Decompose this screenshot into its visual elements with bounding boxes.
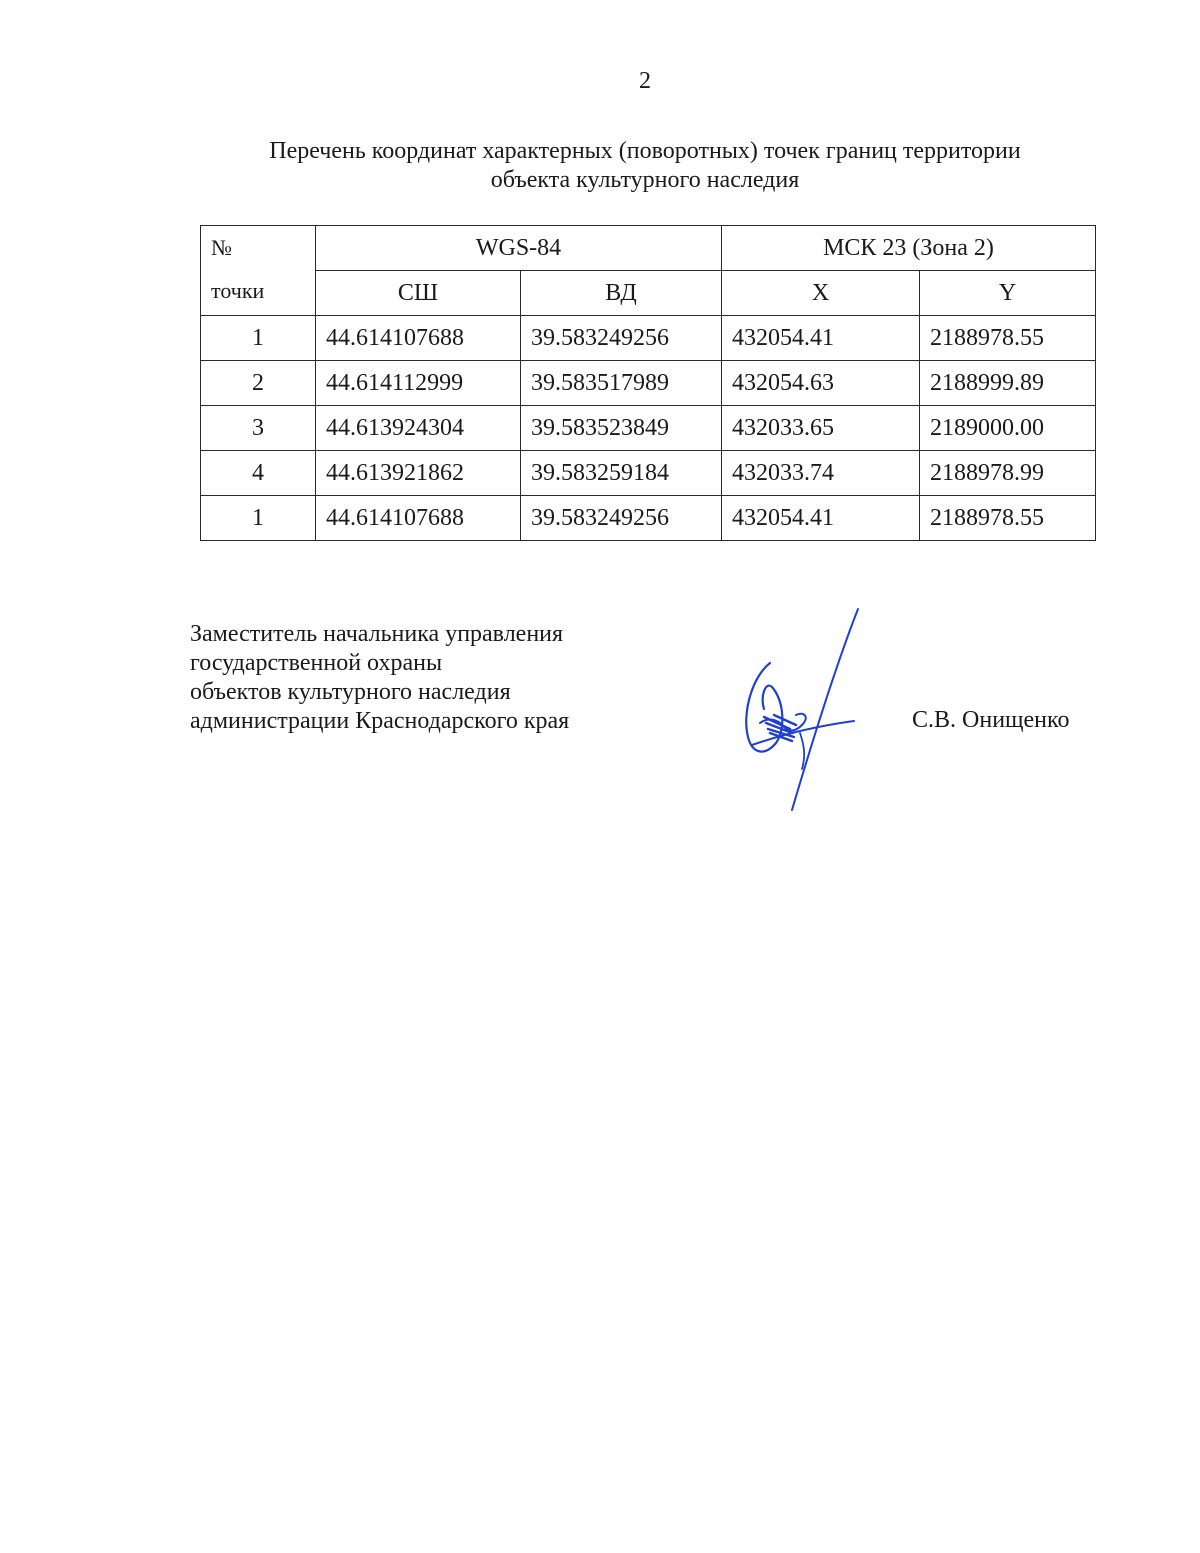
latitude-cell: 44.613921862 (316, 451, 521, 496)
signer-name: С.В. Онищенко (912, 707, 1070, 733)
signature-strokes (746, 609, 858, 810)
y-header: Y (920, 271, 1096, 316)
page-number: 2 (639, 68, 651, 94)
latitude-header: СШ (316, 271, 521, 316)
signer-position-line-4: администрации Краснодарского края (190, 708, 570, 734)
x-cell: 432054.41 (722, 316, 920, 361)
table-row (201, 496, 1096, 541)
point-number-header (201, 226, 316, 316)
longitude-header: ВД (521, 271, 722, 316)
coordinates-table (200, 225, 1096, 541)
y-cell: 2188978.55 (920, 496, 1096, 541)
point-number-cell: 3 (201, 406, 316, 451)
x-cell: 432054.63 (722, 361, 920, 406)
wgs84-group-header: WGS-84 (316, 226, 722, 271)
table-row (201, 406, 1096, 451)
document-title (195, 137, 1095, 195)
title-line-2: объекта культурного наследия (490, 167, 800, 193)
y-cell: 2188978.55 (920, 316, 1096, 361)
table-header-row-1 (201, 226, 1096, 271)
signer-position-line-2: государственной охраны (190, 650, 443, 676)
table-row (201, 361, 1096, 406)
longitude-cell: 39.583523849 (521, 406, 722, 451)
latitude-cell: 44.614107688 (316, 316, 521, 361)
x-cell: 432054.41 (722, 496, 920, 541)
handwritten-signature (730, 605, 870, 815)
longitude-cell: 39.583517989 (521, 361, 722, 406)
point-number-cell: 1 (201, 316, 316, 361)
longitude-cell: 39.583249256 (521, 316, 722, 361)
signer-position (190, 620, 569, 736)
signer-position-line-1: Заместитель начальника управления (190, 621, 564, 647)
table-row (201, 451, 1096, 496)
table-row (201, 316, 1096, 361)
title-line-1: Перечень координат характерных (поворотных) точек границ территории (269, 138, 1021, 164)
x-header: X (722, 271, 920, 316)
longitude-cell: 39.583259184 (521, 451, 722, 496)
point-label: точки (211, 278, 265, 303)
table-header-row-2 (201, 271, 1096, 316)
point-number-cell: 4 (201, 451, 316, 496)
x-cell: 432033.74 (722, 451, 920, 496)
point-number-cell: 1 (201, 496, 316, 541)
x-cell: 432033.65 (722, 406, 920, 451)
number-sign: № (211, 235, 232, 260)
latitude-cell: 44.614107688 (316, 496, 521, 541)
y-cell: 2189000.00 (920, 406, 1096, 451)
latitude-cell: 44.613924304 (316, 406, 521, 451)
longitude-cell: 39.583249256 (521, 496, 722, 541)
latitude-cell: 44.614112999 (316, 361, 521, 406)
point-number-cell: 2 (201, 361, 316, 406)
y-cell: 2188999.89 (920, 361, 1096, 406)
y-cell: 2188978.99 (920, 451, 1096, 496)
msk23-group-header: МСК 23 (Зона 2) (722, 226, 1096, 271)
signer-position-line-3: объектов культурного наследия (190, 679, 511, 705)
